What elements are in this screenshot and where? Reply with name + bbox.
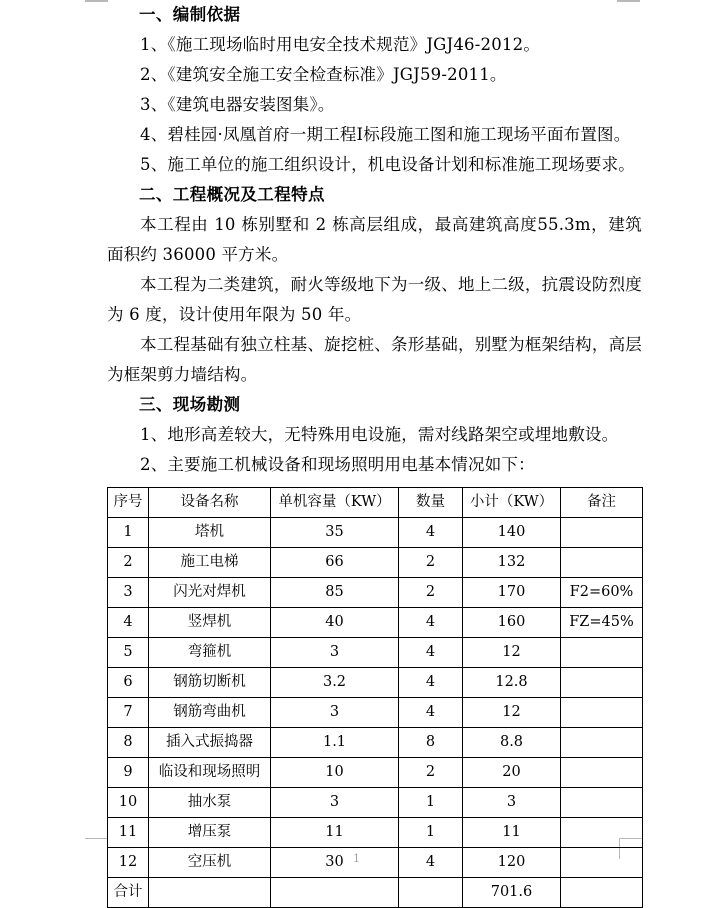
table-cell: 8.8 (463, 728, 561, 758)
table-cell: 9 (108, 758, 149, 788)
table-row (108, 548, 643, 578)
table-cell: 4 (399, 638, 463, 668)
table-cell: 2 (399, 758, 463, 788)
table-cell: 1 (399, 818, 463, 848)
table-cell: 2 (399, 548, 463, 578)
table-cell: 4 (399, 608, 463, 638)
table-header-cell: 小计（KW） (463, 488, 561, 518)
table-header-row (108, 488, 643, 518)
table-row (108, 728, 643, 758)
table-cell: 4 (399, 848, 463, 878)
table-cell (399, 878, 463, 908)
table-cell (561, 698, 643, 728)
table-row (108, 608, 643, 638)
paragraph-2-3: 本工程基础有独立柱基、旋挖桩、条形基础，别墅为框架结构，高层为框架剪力墙结构。 (107, 335, 642, 384)
table-cell (271, 878, 399, 908)
section-heading-2: 二、工程概况及工程特点 (139, 185, 325, 204)
table-cell (149, 878, 271, 908)
table-cell: 3 (271, 788, 399, 818)
section-heading-3: 三、现场勘测 (139, 395, 241, 414)
table-cell: 竖焊机 (149, 608, 271, 638)
table-cell (561, 878, 643, 908)
table-cell: 2 (108, 548, 149, 578)
table-cell: 30 (271, 848, 399, 878)
table-cell (561, 788, 643, 818)
table-cell: 3.2 (271, 668, 399, 698)
table-row (108, 668, 643, 698)
table-cell (561, 548, 643, 578)
table-row (108, 518, 643, 548)
table-body (108, 518, 643, 908)
table-header-cell: 设备名称 (149, 488, 271, 518)
table-cell: 7 (108, 698, 149, 728)
table-cell: 4 (399, 698, 463, 728)
table-cell: 3 (463, 788, 561, 818)
table-cell: 12 (463, 698, 561, 728)
table-header-cell: 备注 (561, 488, 643, 518)
table-cell: 1.1 (271, 728, 399, 758)
paragraph-2-1: 本工程由 10 栋别墅和 2 栋高层组成，最高建筑高度55.3m，建筑面积约 36000 平方米。 (107, 215, 642, 264)
table-cell: 170 (463, 578, 561, 608)
table-cell: 20 (463, 758, 561, 788)
table-cell: 6 (108, 668, 149, 698)
paragraph-1-2: 2、《建筑安全施工安全检查标准》JGJ59-2011。 (140, 65, 507, 84)
table-cell: 12 (463, 638, 561, 668)
paragraph-3-1: 1、地形高差较大，无特殊用电设施，需对线路架空或埋地敷设。 (140, 425, 619, 444)
paragraph-1-1: 1、《施工现场临时用电安全技术规范》JGJ46-2012。 (140, 35, 541, 54)
table-row (108, 638, 643, 668)
table-cell: 11 (463, 818, 561, 848)
table-row (108, 818, 643, 848)
table-cell: 4 (399, 518, 463, 548)
table-cell: 40 (271, 608, 399, 638)
table-row (108, 788, 643, 818)
table-cell (561, 518, 643, 548)
document-body (107, 0, 642, 480)
table-cell: 闪光对焊机 (149, 578, 271, 608)
table-cell: 132 (463, 548, 561, 578)
table-cell: 3 (271, 698, 399, 728)
table-cell: 11 (271, 818, 399, 848)
table-cell (561, 668, 643, 698)
table-cell: 施工电梯 (149, 548, 271, 578)
table-cell: 钢筋切断机 (149, 668, 271, 698)
table-cell: 8 (399, 728, 463, 758)
paragraph-1-4: 4、碧桂园·凤凰首府一期工程Ⅰ标段施工图和施工现场平面布置图。 (140, 125, 631, 144)
table-cell: 10 (108, 788, 149, 818)
table-cell: 1 (108, 518, 149, 548)
table-cell: 4 (399, 668, 463, 698)
table-cell: 合计 (108, 878, 149, 908)
table-cell: 5 (108, 638, 149, 668)
table-header-cell: 单机容量（KW） (271, 488, 399, 518)
table-cell: 10 (271, 758, 399, 788)
section-heading-1: 一、编制依据 (139, 5, 241, 24)
table-cell: 120 (463, 848, 561, 878)
table-cell: 8 (108, 728, 149, 758)
table-cell: 11 (108, 818, 149, 848)
table-cell: 12.8 (463, 668, 561, 698)
table-header-cell: 数量 (399, 488, 463, 518)
table-cell: 插入式振捣器 (149, 728, 271, 758)
paragraph-2-2: 本工程为二类建筑，耐火等级地下为一级、地上二级，抗震设防烈度为 6 度，设计使用年限为 50 年。 (107, 275, 642, 324)
table-cell: 3 (108, 578, 149, 608)
equipment-power-table (107, 487, 643, 908)
table-cell: 空压机 (149, 848, 271, 878)
table-cell: 701.6 (463, 878, 561, 908)
paragraph-1-3: 3、《建筑电器安装图集》。 (140, 95, 335, 114)
crop-mark-top-left (85, 0, 108, 12)
table-cell: 3 (271, 638, 399, 668)
table-cell: 35 (271, 518, 399, 548)
table-cell: 140 (463, 518, 561, 548)
table-cell: 160 (463, 608, 561, 638)
table-cell: 塔机 (149, 518, 271, 548)
table-cell: 钢筋弯曲机 (149, 698, 271, 728)
table-cell: 弯箍机 (149, 638, 271, 668)
table-cell (561, 638, 643, 668)
table-cell (561, 728, 643, 758)
table-cell: 临设和现场照明 (149, 758, 271, 788)
table-cell: 66 (271, 548, 399, 578)
table-cell: 2 (399, 578, 463, 608)
table-cell: 抽水泵 (149, 788, 271, 818)
table-header-cell: 序号 (108, 488, 149, 518)
page-number: 1 (353, 852, 360, 865)
table-cell: 4 (108, 608, 149, 638)
table-cell: 85 (271, 578, 399, 608)
paragraph-3-2: 2、主要施工机械设备和现场照明用电基本情况如下： (140, 455, 535, 474)
table-row (108, 578, 643, 608)
table-cell: 12 (108, 848, 149, 878)
table-cell: FZ=45% (561, 608, 643, 638)
table-row (108, 698, 643, 728)
table-cell (561, 818, 643, 848)
paragraph-1-5: 5、施工单位的施工组织设计，机电设备计划和标准施工现场要求。 (140, 155, 635, 174)
table-cell: 1 (399, 788, 463, 818)
table-total-row (108, 878, 643, 908)
table-cell (561, 758, 643, 788)
table-cell: 增压泵 (149, 818, 271, 848)
table-row (108, 758, 643, 788)
table-cell: F2=60% (561, 578, 643, 608)
